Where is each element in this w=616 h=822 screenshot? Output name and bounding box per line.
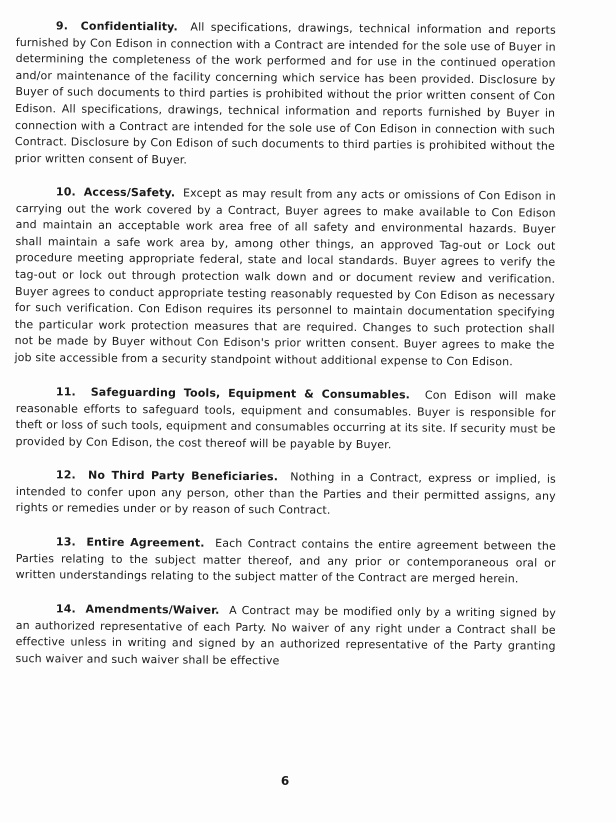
section-number: 9.	[55, 19, 69, 33]
section-text: Con Edison will make reasonable efforts to safeguard tools, equipment and consumables. Buyer is responsible for theft or loss of such tools, equipment and consumables occurring at its site. If security must be provided by Con Edison, the cost thereof will be payable by Buyer.	[15, 388, 557, 451]
document-body	[16, 18, 556, 684]
section-number: 13.	[55, 535, 76, 549]
section-11	[15, 384, 556, 455]
section-14	[15, 601, 556, 672]
section-number: 14.	[55, 602, 76, 616]
section-number: 11.	[55, 385, 76, 399]
section-heading: No Third Party Beneficiaries.	[87, 468, 279, 484]
section-heading: Safeguarding Tools, Equipment & Consumables.	[90, 385, 411, 402]
section-10	[14, 184, 556, 371]
section-text: Nothing in a Contract, express or implied, is intended to confer upon any person, other than the Parties and their permitted assigns, any rights or remedies under or by reason of such Contract.	[15, 470, 557, 518]
section-number: 12.	[55, 468, 76, 482]
section-heading: Entire Agreement.	[86, 535, 205, 550]
section-text: Each Contract contains the entire agreement between the Parties relating to the subject matter thereof, and any prior or contemporaneous oral or written understandings relating to the subject matter of the Contract are merged herein.	[15, 536, 557, 586]
section-heading: Amendments/Waiver.	[85, 602, 220, 617]
section-number: 10.	[55, 185, 76, 199]
page-number: 6	[280, 774, 290, 788]
section-heading: Confidentiality.	[80, 19, 178, 34]
section-9	[15, 18, 556, 172]
section-text: All specifications, drawings, technical information and reports furnished by Con Edison in connection with a Contract are intended for the sole use of Buyer in determining the completeness of the work performed and for use in the continued operation and/or maintenance of the facility concerning which service has been provided. Disclosure by Buyer of such documents to third parties is prohibited without the prior written consent of Con Edison. All specifications, drawings, technical information and reports furnished by Buyer in connection with a Contract are intended for the sole use of Con Edison in connection with such Contract. Disclosure by Con Edison of such documents to third parties is prohibited without the prior written consent of Buyer.	[14, 20, 556, 167]
section-text: Except as may result from any acts or omissions of Con Edison in carrying out the work covered by a Contract, Buyer agrees to make available to Con Edison and maintain an acceptable work area free of all safety and environmental hazards. Buyer shall maintain a safe work area by, among other things, an approved Tag-out or Lock out procedure meeting appropriate federal, state and local standards. Buyer agrees to verify the tag-out or lock out through protection walk down and or document review and verification. Buyer agrees to conduct appropriate testing reasonably requested by Con Edison as necessary for such verification. Con Edison requires its personnel to maintain documentation specifying the particular work protection measures that are required. Changes to such protection shall not be made by Buyer without Con Edison's prior written consent. Buyer agrees to make the job site accessible from a security standpoint without additional expense to Con Edison.	[14, 186, 556, 369]
section-text: A Contract may be modified only by a writing signed by an authorized representative of each Party. No waiver of any right under a Contract shall be effective unless in writing and signed by an authorized representative of the Party granting such waiver and such waiver shall be effective	[15, 603, 556, 667]
section-heading: Access/Safety.	[83, 185, 176, 200]
section-12	[16, 467, 556, 521]
section-13	[16, 534, 556, 588]
